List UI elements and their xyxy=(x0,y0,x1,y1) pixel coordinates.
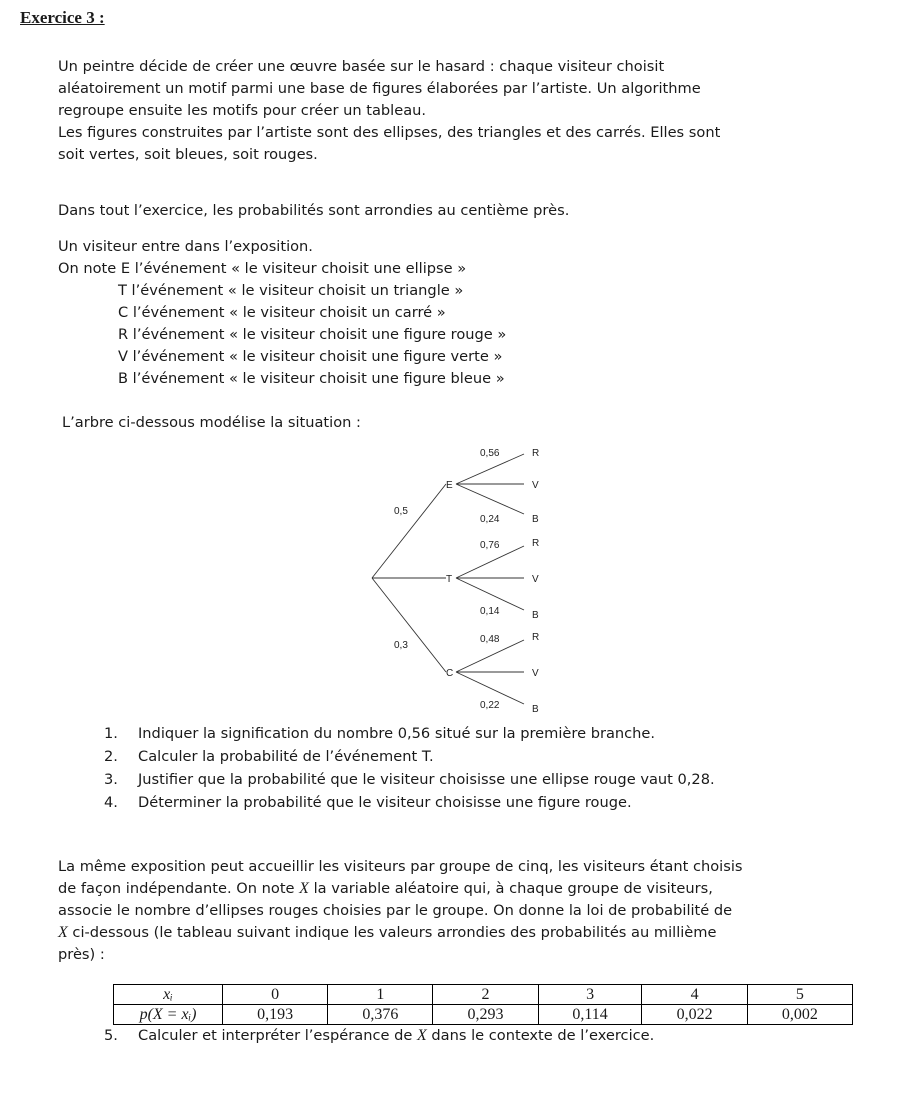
question-5 xyxy=(104,1024,654,1047)
question-number: 4. xyxy=(104,794,118,811)
leaf-E-R: R xyxy=(532,448,540,459)
question-item xyxy=(104,791,715,814)
part2-line xyxy=(58,922,868,944)
event-R: R l’événement « le visiteur choisit une figure rouge » xyxy=(118,326,507,343)
part2-line: près) : xyxy=(58,946,105,963)
event-T: T l’événement « le visiteur choisit un triangle » xyxy=(118,282,464,299)
leaf-E-B: B xyxy=(532,514,539,525)
tree-caption xyxy=(62,412,872,434)
question-text: Indiquer la signification du nombre 0,56 situé sur la première branche. xyxy=(138,725,656,742)
question-number: 5. xyxy=(104,1027,118,1044)
question-text: Déterminer la probabilité que le visiteur choisisse une figure rouge. xyxy=(138,794,632,811)
prob-C-R: 0,48 xyxy=(480,634,500,645)
table-cell: 0,376 xyxy=(328,1005,433,1025)
leaf-T-R: R xyxy=(532,538,540,549)
tree-caption-text: L’arbre ci-dessous modélise la situation : xyxy=(62,414,361,431)
table-cell: 0,002 xyxy=(747,1005,852,1025)
leaf-C-V: V xyxy=(532,668,539,679)
branch-E-B xyxy=(456,484,524,514)
question-number: 3. xyxy=(104,771,118,788)
intro-line: soit vertes, soit bleues, soit rouges. xyxy=(58,146,318,163)
row-header-x: xᵢ xyxy=(114,985,223,1005)
question-item xyxy=(104,745,715,768)
intro-paragraph xyxy=(58,56,868,166)
event-E: On note E l’événement « le visiteur choisit une ellipse » xyxy=(58,260,467,277)
probability-law-table xyxy=(113,984,853,1025)
variable-X: X xyxy=(58,924,68,941)
leaf-C-R: R xyxy=(532,632,540,643)
table-cell: 3 xyxy=(538,985,642,1005)
node-T: T xyxy=(446,574,453,585)
intro-line: aléatoirement un motif parmi une base de figures élaborées par l’artiste. Un algorithme xyxy=(58,80,701,97)
probability-tree xyxy=(360,442,560,718)
exercise-title: Exercice 3 : xyxy=(20,8,105,27)
node-E: E xyxy=(446,480,453,491)
prob-E: 0,5 xyxy=(394,506,408,517)
prob-E-B: 0,24 xyxy=(480,514,500,525)
row-header-p: p(X = xᵢ) xyxy=(114,1005,223,1025)
table-cell: 0,193 xyxy=(223,1005,328,1025)
branch-root-E xyxy=(372,484,446,578)
part2-text: la variable aléatoire qui, à chaque groupe de visiteurs, xyxy=(313,880,713,897)
question-text: Calculer la probabilité de l’événement T. xyxy=(138,748,434,765)
part2-text: de façon indépendante. On note xyxy=(58,880,295,897)
question-text: dans le contexte de l’exercice. xyxy=(431,1027,655,1044)
table-cell: 5 xyxy=(747,985,852,1005)
part2-line: La même exposition peut accueillir les visiteurs par groupe de cinq, les visiteurs étant choisis xyxy=(58,858,743,875)
table-cell: 0,293 xyxy=(433,1005,538,1025)
part2-paragraph xyxy=(58,856,868,966)
node-C: C xyxy=(446,668,454,679)
table-cell: 1 xyxy=(328,985,433,1005)
rounding-note-text: Dans tout l’exercice, les probabilités sont arrondies au centième près. xyxy=(58,202,570,219)
intro-line: regroupe ensuite les motifs pour créer un tableau. xyxy=(58,102,427,119)
leaf-T-B: B xyxy=(532,610,539,621)
table-cell: 0,022 xyxy=(642,1005,747,1025)
part2-line: associe le nombre d’ellipses rouges choisies par le groupe. On donne la loi de probabilité de xyxy=(58,902,733,919)
table-cell: 0,114 xyxy=(538,1005,642,1025)
event-B: B l’événement « le visiteur choisit une figure bleue » xyxy=(118,370,505,387)
leaf-T-V: V xyxy=(532,574,539,585)
prob-C-B: 0,22 xyxy=(480,700,500,711)
prob-E-R: 0,56 xyxy=(480,448,500,459)
intro-line: Les figures construites par l’artiste sont des ellipses, des triangles et des carrés. Elles sont xyxy=(58,124,721,141)
variable-X: X xyxy=(416,1027,427,1044)
leaf-C-B: B xyxy=(532,704,539,715)
rounding-note xyxy=(58,200,868,222)
prob-T-B: 0,14 xyxy=(480,606,500,617)
variable-X: X xyxy=(299,880,309,897)
leaf-E-V: V xyxy=(532,480,539,491)
table-row xyxy=(114,985,853,1005)
events-block xyxy=(58,236,868,390)
intro-line: Un peintre décide de créer une œuvre basée sur le hasard : chaque visiteur choisit xyxy=(58,58,665,75)
part2-line xyxy=(58,878,868,900)
prob-C: 0,3 xyxy=(394,640,408,651)
table-cell: 4 xyxy=(642,985,747,1005)
branch-root-C xyxy=(372,578,446,672)
question-text: Justifier que la probabilité que le visiteur choisisse une ellipse rouge vaut 0,28. xyxy=(138,771,715,788)
question-number: 2. xyxy=(104,748,118,765)
table-cell: 0 xyxy=(223,985,328,1005)
question-item xyxy=(104,768,715,791)
table-cell: 2 xyxy=(433,985,538,1005)
events-intro: Un visiteur entre dans l’exposition. xyxy=(58,238,313,255)
question-text: Calculer et interpréter l’espérance de xyxy=(138,1027,413,1044)
table-row xyxy=(114,1005,853,1025)
question-number: 1. xyxy=(104,725,118,742)
event-C: C l’événement « le visiteur choisit un carré » xyxy=(118,304,446,321)
question-list xyxy=(104,722,715,814)
question-item xyxy=(104,722,715,745)
part2-text: ci-dessous (le tableau suivant indique les valeurs arrondies des probabilités au millième xyxy=(72,924,717,941)
prob-T-R: 0,76 xyxy=(480,540,500,551)
event-V: V l’événement « le visiteur choisit une figure verte » xyxy=(118,348,503,365)
